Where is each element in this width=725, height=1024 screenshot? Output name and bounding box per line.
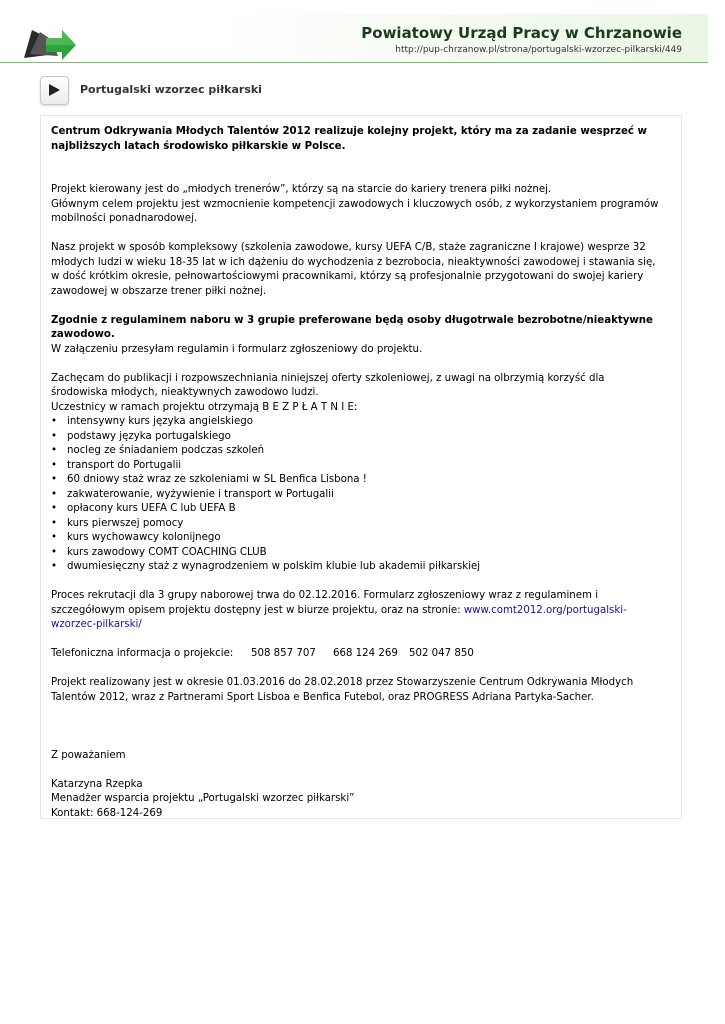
- list-item: • podstawy języka portugalskiego: [51, 430, 663, 445]
- list-item: • nocleg ze śniadaniem podczas szkoleń: [51, 444, 663, 459]
- phone-number: 668 124 269: [333, 648, 398, 659]
- phone-number: 502 047 850: [409, 648, 474, 659]
- recruitment-text: Proces rekrutacji dla 3 grupy naborowej trwa do 02.12.2016. Formularz zgłoszeniowy wraz z regulaminem i szczegółowym opisem projektu dostępny jest w biurze projektu, oraz na stronie:: [51, 590, 599, 616]
- list-item: • 60 dniowy staż wraz ze szkoleniami w SL Benfica Lisbona !: [51, 473, 663, 488]
- paragraph-scope: Nasz projekt w sposób kompleksowy (szkolenia zawodowe, kursy UEFA C/B, staże zagraniczne I krajowe) wesprze 32 młodych ludzi w wieku 18-35 lat w ich dążeniu do wychodzenia z bezrobocia, nieaktywności zawodowej i stawania się, w dość krótkim okresie, pełnowartościowymi pracownikami, którzy są profesjonalnie przygotowani do swojej kariery zawodowej w obszarze trener piłki nożnej.: [51, 242, 656, 297]
- project-period: Projekt realizowany jest w okresie 01.03.2016 do 28.02.2018 przez Stowarzyszenie Centrum Odkrywania Młodych Talentów 2012, wraz z Partnerami Sport Lisboa e Benfica Futebol, oraz PROGRESS Adriana Partyka-Sacher.: [51, 677, 634, 703]
- preference-note: Zgodnie z regulaminem naboru w 3 grupie preferowane będą osoby długotrwale bezrobotne/nieaktywne zawodowo.: [51, 314, 653, 340]
- list-item: • dwumiesięczny staż z wynagrodzeniem w polskim klubie lub akademii piłkarskiej: [51, 560, 663, 575]
- site-header: [0, 14, 708, 63]
- benefits-intro: Uczestnicy w ramach projektu otrzymają B E Z P Ł A T N I E:: [51, 401, 358, 413]
- attachment-note: W załączeniu przesyłam regulamin i formularz zgłoszeniowy do projektu.: [51, 343, 423, 355]
- signer-name: Katarzyna Rzepka: [51, 778, 143, 790]
- list-item: • zakwaterowanie, wyżywienie i transport w Portugalii: [51, 488, 663, 503]
- logo-icon: [22, 24, 78, 64]
- project-link[interactable]: www.comt2012.org/portugalski-wzorzec-pilkarski/: [51, 604, 627, 630]
- article-box: [40, 115, 682, 819]
- phone-info: [51, 647, 663, 662]
- phone-number: 508 857 707: [251, 648, 316, 659]
- phone-label: Telefoniczna informacja o projekcie:: [51, 648, 234, 659]
- benefits-list: [51, 415, 663, 575]
- article-body: [51, 125, 663, 821]
- page-title: Portugalski wzorzec piłkarski: [80, 83, 262, 96]
- page-url: http://pup-chrzanow.pl/strona/portugalski-wzorzec-pilkarski/449: [395, 45, 682, 55]
- intro-paragraph: Centrum Odkrywania Młodych Talentów 2012 realizuje kolejny projekt, który ma za zadanie wesprzeć w najbliższych latach środowisko piłkarskie w Polsce.: [51, 126, 647, 152]
- play-arrow-icon: [49, 84, 60, 96]
- list-item: • transport do Portugalii: [51, 459, 663, 474]
- list-item: • kurs zawodowy COMT COACHING CLUB: [51, 546, 663, 561]
- site-title: Powiatowy Urząd Pracy w Chrzanowie: [361, 24, 682, 42]
- list-item: • kurs pierwszej pomocy: [51, 517, 663, 532]
- contact-info: Kontakt: 668-124-269: [51, 807, 163, 819]
- arrow-button[interactable]: [40, 76, 69, 105]
- list-item: • opłacony kurs UEFA C lub UEFA B: [51, 502, 663, 517]
- recruitment-paragraph: [51, 589, 663, 633]
- signer-role: Menadżer wsparcia projektu „Portugalski wzorzec piłkarski”: [51, 793, 355, 804]
- paragraph-target: Projekt kierowany jest do „młodych trenerów”, którzy są na starcie do kariery trenera piłki nożnej.: [51, 184, 552, 195]
- list-item: • intensywny kurs języka angielskiego: [51, 415, 663, 430]
- list-item: • kurs wychowawcy kolonijnego: [51, 531, 663, 546]
- paragraph-goal: Głównym celem projektu jest wzmocnienie kompetencji zawodowych i kluczowych osób, z wykorzystaniem programów mobilności ponadnarodowej.: [51, 198, 659, 224]
- promotion-paragraph: Zachęcam do publikacji i rozpowszechniania niniejszej oferty szkoleniowej, z uwagi na olbrzymią korzyść dla środowiska młodych, nieaktywnych zawodowo ludzi.: [51, 372, 605, 398]
- greeting: Z poważaniem: [51, 749, 126, 761]
